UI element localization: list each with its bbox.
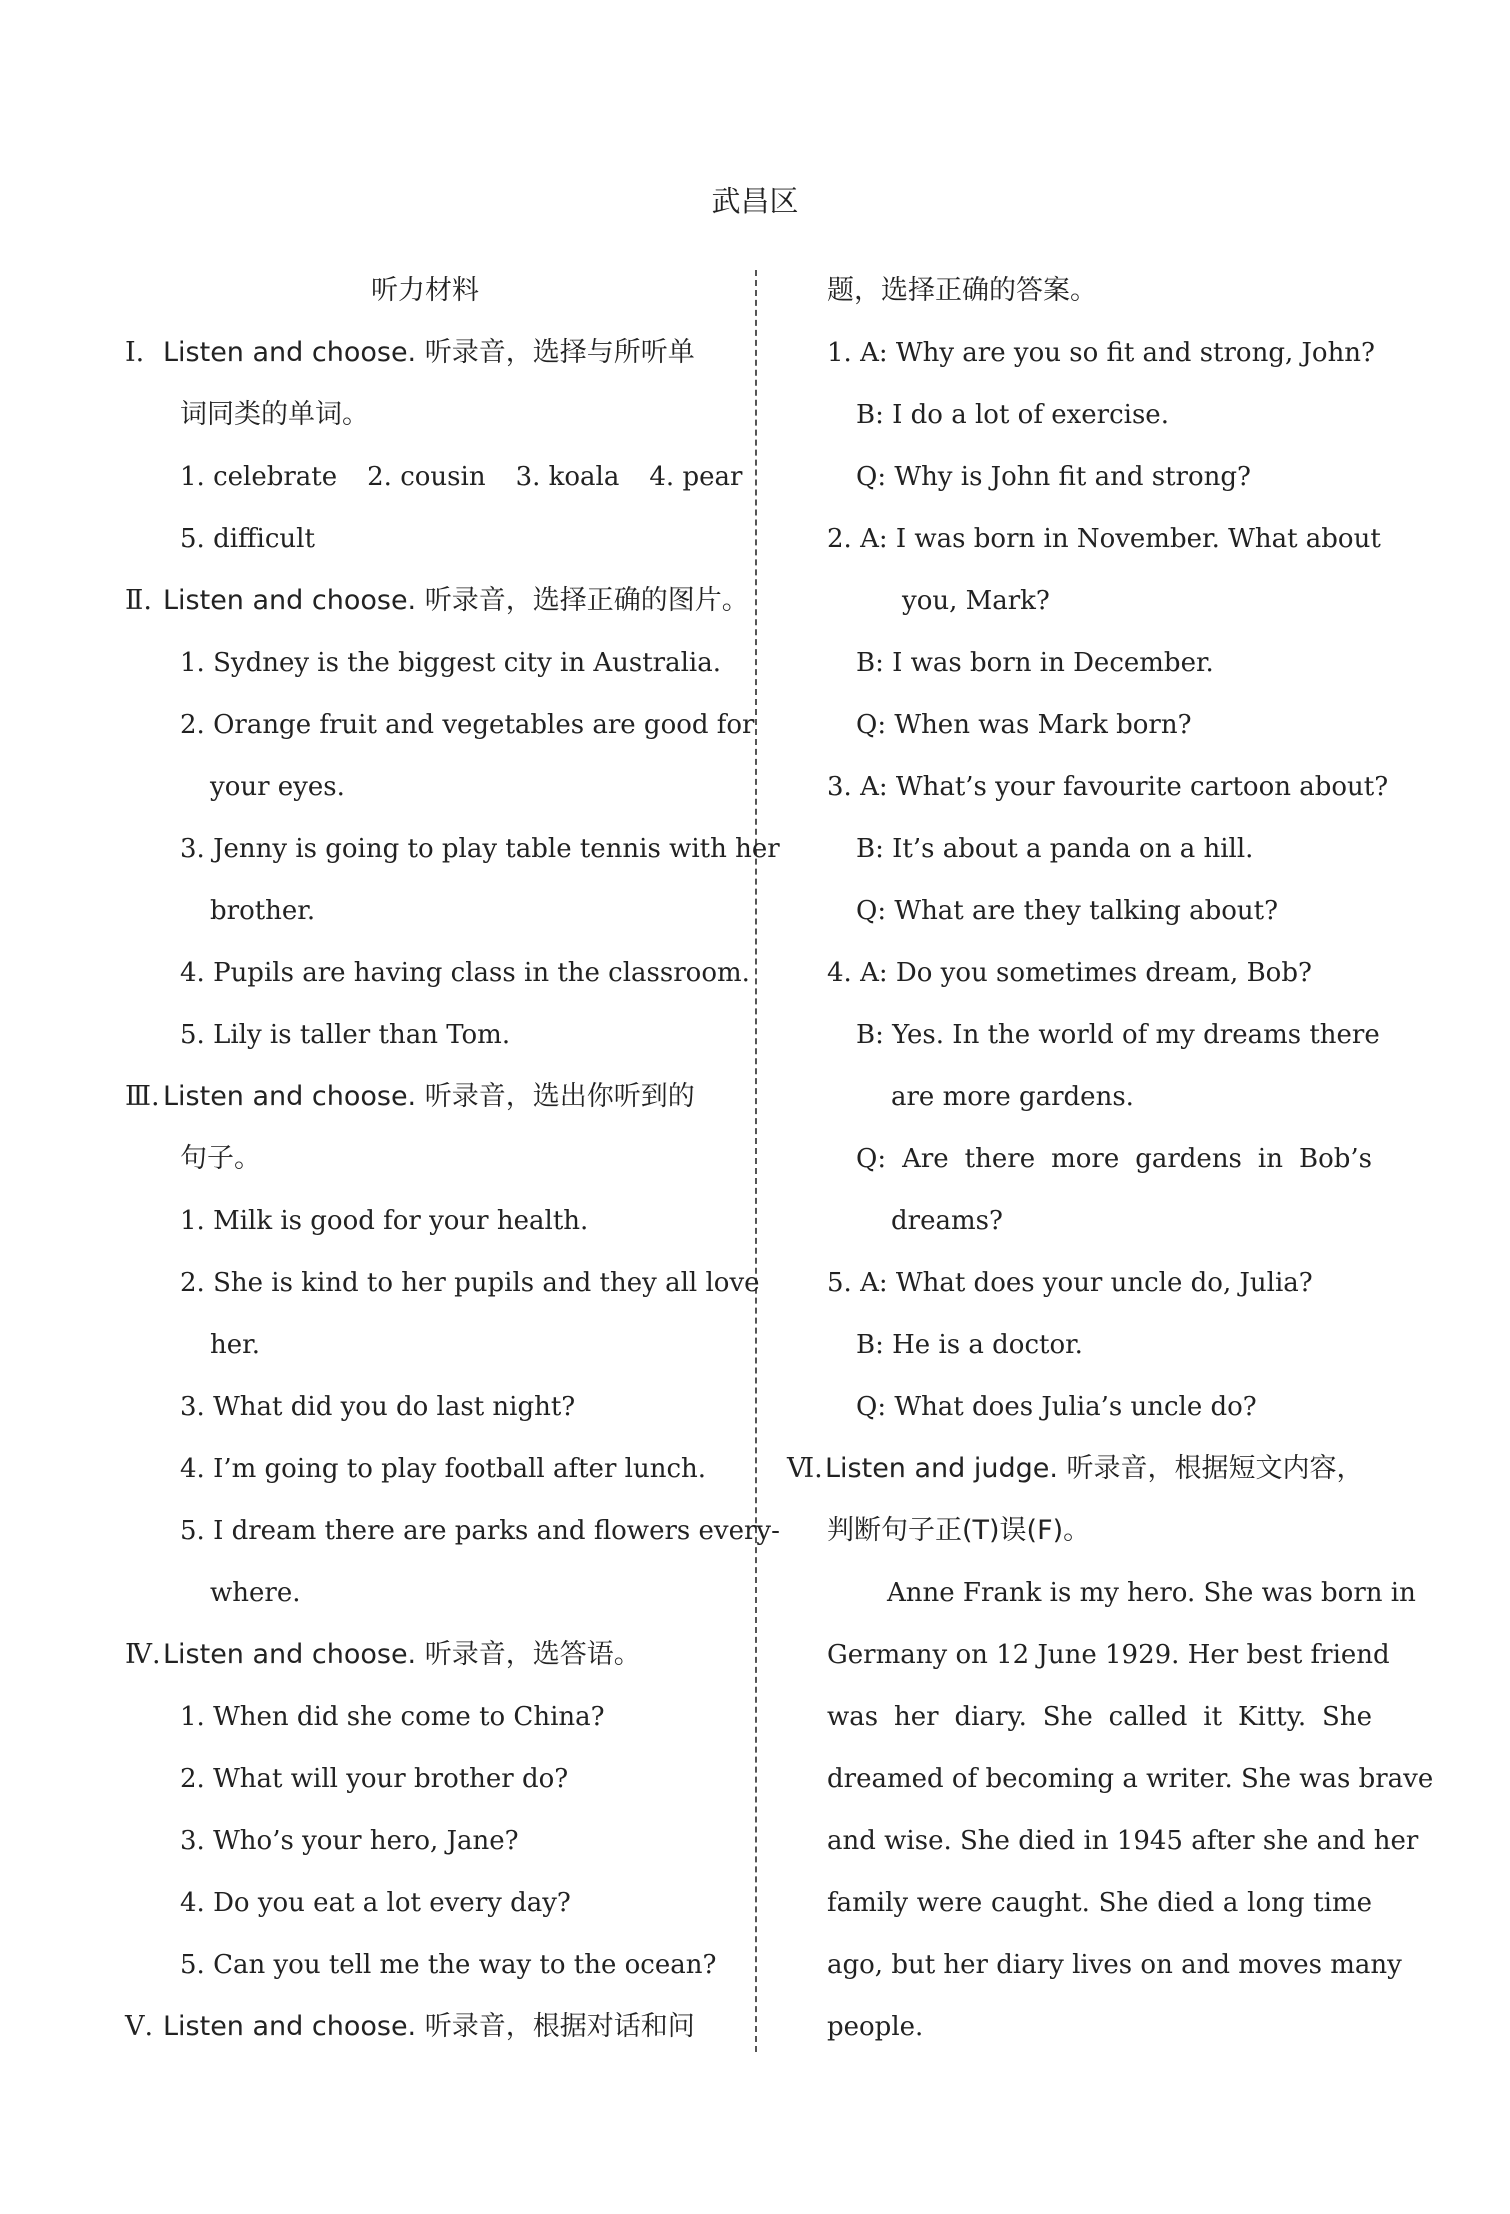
section-5-number: Ⅴ.: [125, 2011, 154, 2042]
list-item: 2. She is kind to her pupils and they all love: [180, 1268, 760, 1298]
section-3-instruction: Ⅲ. Listen and choose. 听录音，选出你听到的: [125, 1066, 725, 1128]
section-heading: 听力材料: [371, 275, 479, 306]
list-item: 4. Pupils are having class in the classroom.: [180, 958, 750, 988]
dialogue-question: Q: What are they talking about?: [856, 896, 1279, 926]
section-4-instruction: Ⅳ.Listen and choose. 听录音，选答语。: [125, 1624, 725, 1686]
dialogue-line-cont: you, Mark?: [902, 586, 1050, 616]
section-5-instruction: Ⅴ. Listen and choose. 听录音，根据对话和问: [125, 1996, 725, 2058]
section-2-instruction: Ⅱ. Listen and choose. 听录音，选择正确的图片。: [125, 570, 725, 632]
section-5-instruction-cont: 题，选择正确的答案。: [827, 275, 1097, 306]
list-item: 2. Orange fruit and vegetables are good for: [180, 710, 755, 740]
dialogue-question: Q: Why is John fit and strong?: [856, 462, 1251, 492]
list-item: 5. Can you tell me the way to the ocean?: [180, 1950, 717, 1980]
list-item: 1. Milk is good for your health.: [180, 1206, 589, 1236]
list-item-cont: brother.: [210, 896, 316, 926]
section-3-number: Ⅲ.: [125, 1081, 160, 1112]
passage-line: and wise. She died in 1945 after she and her: [827, 1826, 1419, 1856]
list-item: 2. What will your brother do?: [180, 1764, 569, 1794]
page-title: 武昌区: [711, 184, 799, 218]
dialogue-line: 3. A: What’s your favourite cartoon about?: [827, 772, 1389, 802]
dialogue-line: B: I do a lot of exercise.: [856, 400, 1169, 430]
list-item: 5. Lily is taller than Tom.: [180, 1020, 511, 1050]
list-item: 4. Do you eat a lot every day?: [180, 1888, 571, 1918]
list-item: 3. Jenny is going to play table tennis with her: [180, 834, 780, 864]
passage-line: people.: [827, 2012, 924, 2042]
list-item: 5. I dream there are parks and flowers every-: [180, 1516, 780, 1546]
list-item: 3. koala: [515, 462, 620, 492]
list-item-cont: your eyes.: [210, 772, 345, 802]
dialogue-line: 2. A: I was born in November. What about: [827, 524, 1381, 554]
list-item: 1. When did she come to China?: [180, 1702, 605, 1732]
dialogue-line: B: Yes. In the world of my dreams there: [856, 1020, 1380, 1050]
section-1-instruction-cont: 词同类的单词。: [180, 399, 369, 430]
list-item: 1. celebrate: [180, 462, 338, 492]
dialogue-line: B: I was born in December.: [856, 648, 1214, 678]
dialogue-question: Q: When was Mark born?: [856, 710, 1192, 740]
passage-line: was her diary. She called it Kitty. She: [827, 1702, 1372, 1732]
section-3-instruction-cont: 句子。: [180, 1143, 261, 1174]
right-column: [787, 260, 1434, 2058]
section-6-instruction-cont: 判断句子正(T)误(F)。: [827, 1515, 1091, 1546]
left-column: [125, 260, 780, 2058]
dialogue-question: Q: Are there more gardens in Bob’s: [856, 1144, 1372, 1174]
dialogue-line-cont: are more gardens.: [891, 1082, 1134, 1112]
section-2-number: Ⅱ.: [125, 585, 152, 616]
list-item: 1. Sydney is the biggest city in Australia.: [180, 648, 721, 678]
dialogue-line: 5. A: What does your uncle do, Julia?: [827, 1268, 1313, 1298]
dialogue-line: 1. A: Why are you so fit and strong, John?: [827, 338, 1375, 368]
dialogue-line: B: It’s about a panda on a hill.: [856, 834, 1254, 864]
section-1-number: Ⅰ.: [125, 337, 145, 368]
list-item: 4. pear: [649, 462, 743, 492]
passage-line: ago, but her diary lives on and moves many: [827, 1950, 1402, 1980]
section-4-number: Ⅳ.: [125, 1639, 161, 1670]
list-item: 4. I’m going to play football after lunch.: [180, 1454, 707, 1484]
list-item: 5. difficult: [180, 524, 315, 554]
list-item-cont: where.: [210, 1578, 301, 1608]
section-6-number: Ⅵ.: [787, 1453, 823, 1484]
passage-line: Anne Frank is my hero. She was born in: [887, 1578, 1416, 1608]
list-item: 3. What did you do last night?: [180, 1392, 576, 1422]
column-divider: [755, 270, 757, 2052]
list-item-cont: her.: [210, 1330, 260, 1360]
list-item: 3. Who’s your hero, Jane?: [180, 1826, 519, 1856]
section-1-instruction: Ⅰ. Listen and choose. 听录音，选择与所听单: [125, 322, 725, 384]
dialogue-question-cont: dreams?: [891, 1206, 1003, 1236]
passage-line: dreamed of becoming a writer. She was brave: [827, 1764, 1434, 1794]
dialogue-line: B: He is a doctor.: [856, 1330, 1083, 1360]
section-6-instruction: Ⅵ.Listen and judge. 听录音，根据短文内容，: [787, 1438, 1372, 1500]
dialogue-question: Q: What does Julia’s uncle do?: [856, 1392, 1257, 1422]
section-1-items: [125, 446, 743, 508]
list-item: 2. cousin: [367, 462, 486, 492]
passage-line: Germany on 12 June 1929. Her best friend: [827, 1640, 1390, 1670]
dialogue-line: 4. A: Do you sometimes dream, Bob?: [827, 958, 1312, 988]
passage-line: family were caught. She died a long time: [827, 1888, 1372, 1918]
